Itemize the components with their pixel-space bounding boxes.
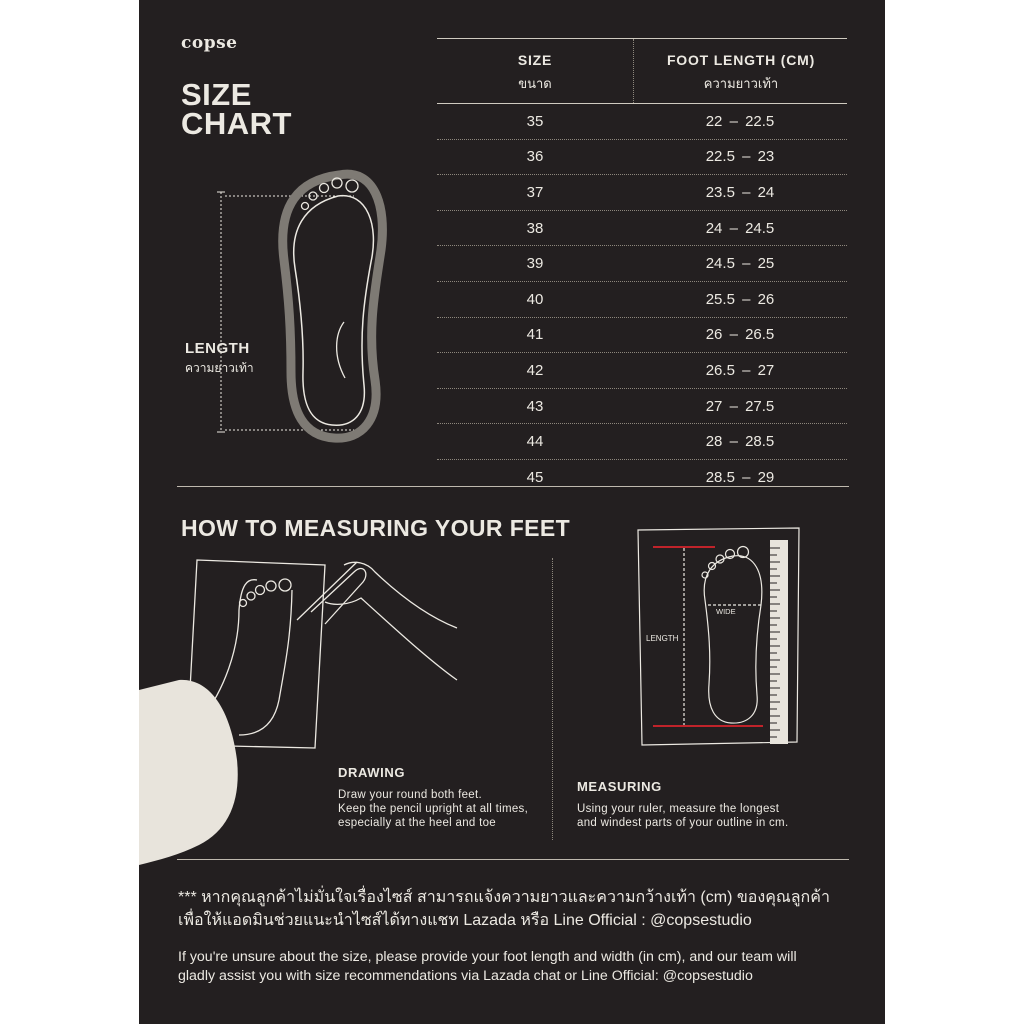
drawing-title: DRAWING [338,765,406,780]
english-note-line: If you're unsure about the size, please provide your foot length and width (in cm), and our team will [178,949,797,965]
header-foot-length-th: ความยาวเท้า [703,76,779,91]
length-cell: 24 – 24.5 [705,219,775,237]
header-size-en: SIZE [517,52,553,68]
drawing-line: Draw your round both feet. [338,789,482,801]
size-cell: 39 [526,255,544,273]
header-size [437,39,633,103]
length-cell: 22 – 22.5 [705,112,775,130]
length-cell: 28 – 28.5 [705,433,775,451]
size-cell: 35 [526,112,544,130]
table-row [437,389,847,425]
table-row [437,175,847,211]
thai-note [178,886,858,932]
size-table [437,38,847,495]
header-foot-length-en: FOOT LENGTH (CM) [666,52,816,68]
size-cell: 45 [526,468,544,486]
size-cell: 42 [526,361,544,379]
table-row [437,282,847,318]
length-cell: 28.5 – 29 [705,468,775,486]
measuring-step [577,779,837,830]
header-foot-length [633,39,848,103]
english-note-line: gladly assist you with size recommendations via Lazada chat or Line Official: @copsestudio [178,968,753,984]
thai-note-line: เพื่อให้แอดมินช่วยแนะนำไซส์ได้ทางแชท Lazada หรือ Line Official : @copsestudio [178,912,752,929]
size-cell: 37 [526,183,544,201]
length-cell: 25.5 – 26 [705,290,775,308]
brand-logo: copse [181,33,238,53]
measuring-line: Using your ruler, measure the longest [577,803,780,815]
table-row [437,211,847,247]
title-line-2: CHART [181,106,292,141]
size-cell: 43 [526,397,544,415]
table-row [437,104,847,140]
table-row [437,318,847,354]
english-note [178,948,868,986]
length-label [185,340,254,378]
drawing-text [338,788,558,830]
drawing-step [338,765,558,830]
table-row [437,460,847,495]
measure-length-label: LENGTH [646,634,679,643]
size-cell: 44 [526,433,544,451]
length-label-en: LENGTH [185,340,250,357]
size-cell: 38 [526,219,544,237]
length-cell: 26.5 – 27 [705,361,775,379]
length-cell: 22.5 – 23 [705,148,775,166]
measuring-text [577,802,837,830]
measure-wide-label: WIDE [716,607,736,616]
size-cell: 41 [526,326,544,344]
thai-note-line: *** หากคุณลูกค้าไม่มั่นใจเรื่องไซส์ สามารถแจ้งความยาวและความกว้างเท้า (cm) ของคุณลูกค้า [178,889,830,906]
how-to-heading: HOW TO MEASURING YOUR FEET [181,515,571,541]
measuring-line: and windest parts of your outline in cm. [577,817,789,829]
length-cell: 26 – 26.5 [705,326,775,344]
table-row [437,246,847,282]
measuring-title: MEASURING [577,779,662,794]
drawing-line: Keep the pencil upright at all times, [338,803,529,815]
size-chart-panel [139,0,885,1024]
size-cell: 40 [526,290,544,308]
section-divider-bottom [177,859,849,860]
table-row [437,353,847,389]
table-header [437,38,847,104]
page-title [181,77,381,141]
title-line-1: SIZE [181,77,252,112]
length-cell: 24.5 – 25 [705,255,775,273]
size-cell: 36 [526,148,544,166]
table-row [437,424,847,460]
table-row [437,140,847,176]
length-cell: 23.5 – 24 [705,183,775,201]
drawing-line: especially at the heel and toe [338,817,496,829]
section-divider-top [177,486,849,487]
header-size-th: ขนาด [518,76,552,91]
length-cell: 27 – 27.5 [705,397,775,415]
length-label-th: ความยาวเท้า [185,361,254,375]
